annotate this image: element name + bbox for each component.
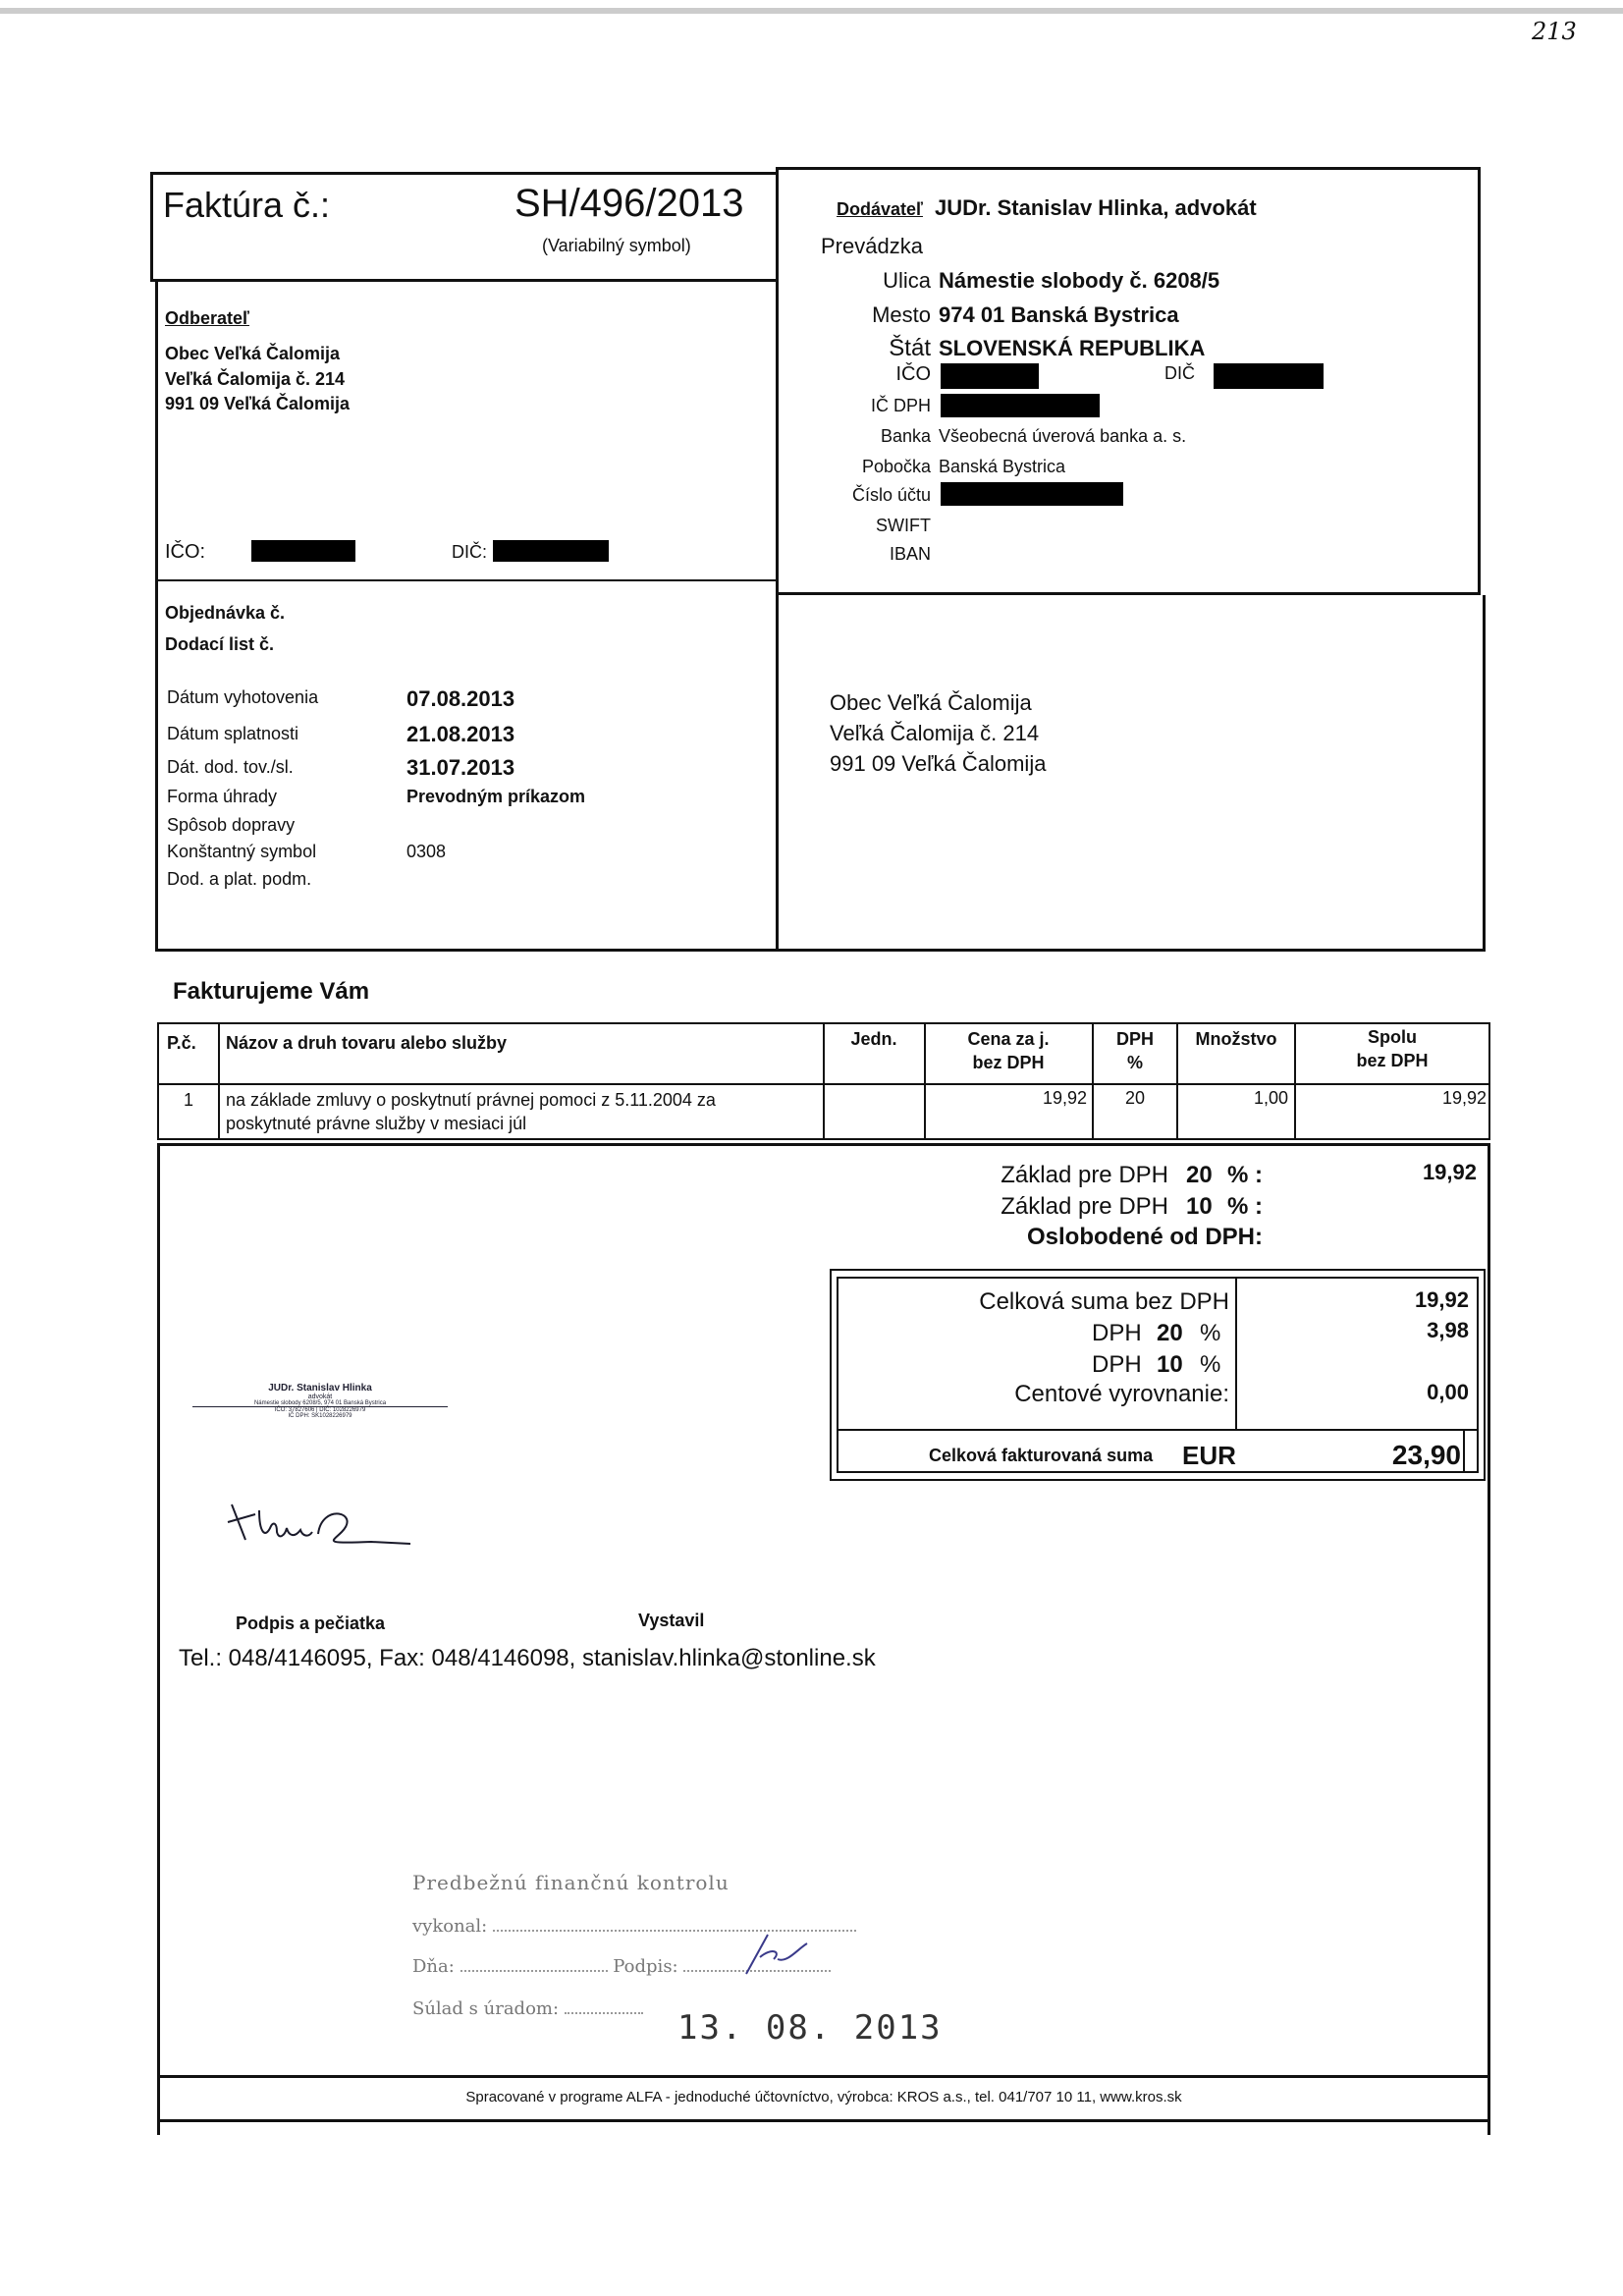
row-name-1: na základe zmluvy o poskytnutí právnej pomoci z 5.11.2004 za (226, 1090, 716, 1110)
control-line-1 (412, 1916, 923, 1937)
col-qty: Množstvo (1195, 1029, 1277, 1049)
vat20-value: 3,98 (1427, 1318, 1469, 1342)
vat10-pct: % (1200, 1351, 1221, 1378)
icdph-label: IČ DPH (870, 396, 931, 415)
control-dots-4 (565, 2012, 643, 2014)
control-office-label: Súlad s úradom: (412, 1998, 560, 2019)
currency: EUR (1182, 1441, 1236, 1470)
lower-left-frame (157, 1143, 160, 2135)
date-due-label: Dátum splatnosti (167, 724, 299, 743)
base20-value: 19,92 (1422, 1160, 1477, 1184)
right-frame (1483, 595, 1486, 949)
payment-form-label: Forma úhrady (167, 787, 278, 806)
redacted-supplier-ico (941, 363, 1039, 389)
constant-symbol-value: 0308 (406, 842, 447, 861)
base10-pct: % : (1227, 1193, 1263, 1220)
col-unit: Jedn. (850, 1029, 897, 1049)
variable-symbol-note: (Variabilný symbol) (542, 236, 691, 255)
redacted-icdph (941, 394, 1100, 417)
col-total-1: Spolu (1368, 1027, 1417, 1047)
bank-value: Všeobecná úverová banka a. s. (939, 426, 1187, 446)
col-vat-1: DPH (1115, 1029, 1154, 1049)
control-date-label: Dňa: (412, 1956, 455, 1977)
customer-line-3: 991 09 Veľká Čalomija (165, 394, 351, 413)
supplier-ico-label: IČO (895, 363, 931, 385)
left-frame (155, 282, 158, 950)
vat20-pct: % (1200, 1320, 1221, 1346)
redacted-account (941, 482, 1123, 506)
control-sign-label: Podpis: (613, 1956, 678, 1977)
col-price-2: bez DPH (972, 1053, 1045, 1072)
control-sign-mark (738, 1930, 817, 1979)
contact-line: Tel.: 048/4146095, Fax: 048/4146098, stanislav.hlinka@stonline.sk (179, 1645, 876, 1671)
row-name-2: poskytnuté právne služby v mesiaci júl (226, 1114, 527, 1133)
row-qty: 1,00 (1253, 1088, 1288, 1108)
lower-right-frame (1488, 1143, 1490, 2135)
supplier-dic-label: DIČ (1164, 363, 1195, 383)
supplier-label: Dodávateľ (837, 199, 923, 219)
customer-ico-label: IČO: (165, 541, 206, 563)
scan-edge (0, 8, 1623, 14)
vat10-label: DPH (1092, 1351, 1142, 1378)
date-issued-value: 07.08.2013 (406, 686, 515, 711)
street-value: Námestie slobody č. 6208/5 (939, 268, 1220, 293)
swift-label: SWIFT (876, 516, 931, 535)
prevadzka-label: Prevádzka (821, 234, 923, 258)
control-line-2 (412, 1956, 923, 1977)
constant-symbol-label: Konštantný symbol (167, 842, 317, 861)
date-delivery-label: Dát. dod. tov./sl. (167, 757, 294, 777)
base10-label: Základ pre DPH (1001, 1193, 1168, 1220)
base10-rate: 10 (1186, 1193, 1213, 1220)
invoice-heading: Fakturujeme Vám (173, 978, 370, 1005)
total-no-vat-label: Celková suma bez DPH (979, 1288, 1229, 1315)
control-dots-2 (460, 1970, 608, 1972)
issued-by-label: Vystavil (638, 1611, 705, 1630)
customer-label: Odberateľ (165, 308, 249, 328)
control-date-stamp: 13. 08. 2013 (677, 2008, 943, 2048)
vat10-rate: 10 (1157, 1351, 1183, 1378)
footer-top-line (157, 2075, 1490, 2078)
col-vat-2: % (1126, 1053, 1143, 1072)
delivery-address-2: Veľká Čalomija č. 214 (830, 721, 1040, 745)
stamp-line-2: advokát (307, 1394, 333, 1400)
total-no-vat-value: 19,92 (1414, 1287, 1469, 1312)
col-div-1 (218, 1022, 220, 1140)
row-price: 19,92 (1042, 1088, 1087, 1108)
corner-note: 213 (1532, 18, 1577, 45)
grand-divider (1463, 1429, 1465, 1473)
iban-label: IBAN (889, 544, 931, 564)
date-due-value: 21.08.2013 (406, 722, 515, 746)
terms-label: Dod. a plat. podm. (167, 869, 312, 889)
customer-line-2: Veľká Čalomija č. 214 (165, 369, 346, 389)
grand-total-value: 23,90 (1391, 1440, 1461, 1470)
bank-label: Banka (880, 426, 931, 446)
payment-form-value: Prevodným príkazom (406, 787, 586, 806)
col-price-1: Cena za j. (967, 1029, 1050, 1049)
footer-text: Spracované v programe ALFA - jednoduché účtovníctvo, výrobca: KROS a.s., tel. 041/707 10 11, www.kros.sk (465, 2089, 1182, 2105)
control-title: Predbežnú finančnú kontrolu (412, 1871, 730, 1894)
row-total: 19,92 (1441, 1088, 1487, 1108)
customer-line-1: Obec Veľká Čalomija (165, 344, 341, 363)
footer-bottom-line (157, 2119, 1490, 2122)
stamp-line-4: IČO: 37827606 | DIČ: 1028226979 (274, 1407, 366, 1413)
grand-total-label: Celková fakturovaná suma (929, 1446, 1154, 1465)
col-name: Názov a druh tovaru alebo služby (226, 1033, 508, 1053)
country-label: Štát (889, 335, 931, 361)
customer-dic-label: DIČ: (452, 542, 487, 562)
stamp-line-1: JUDr. Stanislav Hlinka (268, 1383, 372, 1394)
col-total-2: bez DPH (1356, 1051, 1429, 1070)
stamp-line-3: Námestie slobody 6208/5, 974 01 Banská Bystrica (192, 1400, 448, 1407)
control-performed-label: vykonal: (412, 1916, 488, 1937)
vat20-label: DPH (1092, 1320, 1142, 1346)
order-label: Objednávka č. (165, 603, 286, 623)
stamp-line-5: IČ DPH: SK1028226979 (288, 1413, 352, 1419)
country-value: SLOVENSKÁ REPUBLIKA (939, 336, 1206, 360)
account-label: Číslo účtu (851, 485, 931, 505)
base20-pct: % : (1227, 1162, 1263, 1188)
branch-value: Banská Bystrica (939, 457, 1066, 476)
city-value: 974 01 Banská Bystrica (939, 302, 1179, 327)
delivery-note-label: Dodací list č. (165, 634, 275, 654)
redacted-customer-dic (493, 540, 609, 562)
base20-label: Základ pre DPH (1001, 1162, 1168, 1188)
invoice-number: SH/496/2013 (514, 182, 744, 225)
row-pc: 1 (183, 1090, 193, 1110)
redacted-customer-ico (251, 540, 355, 562)
redacted-supplier-dic (1214, 363, 1324, 389)
control-stamp (412, 1871, 923, 2019)
city-label: Mesto (872, 302, 931, 327)
signature-scribble (224, 1493, 420, 1561)
delivery-address-3: 991 09 Veľká Čalomija (830, 751, 1047, 776)
summary-divider (1235, 1277, 1237, 1429)
invoice-title: Faktúra č.: (163, 185, 331, 225)
rounding-value: 0,00 (1427, 1380, 1469, 1404)
base20-rate: 20 (1186, 1162, 1213, 1188)
company-stamp (192, 1383, 448, 1419)
branch-label: Pobočka (861, 457, 931, 476)
col-pc: P.č. (167, 1033, 196, 1053)
delivery-address-1: Obec Veľká Čalomija (830, 690, 1032, 715)
exempt-label: Oslobodené od DPH: (1027, 1224, 1263, 1250)
below-table-line (157, 1143, 1490, 1146)
signature-label: Podpis a pečiatka (236, 1613, 386, 1633)
supplier-name: JUDr. Stanislav Hlinka, advokát (935, 195, 1257, 220)
street-label: Ulica (883, 268, 931, 293)
order-divider (155, 579, 779, 581)
row-vat: 20 (1124, 1088, 1146, 1108)
date-delivery-value: 31.07.2013 (406, 755, 515, 780)
rounding-label: Centové vyrovnanie: (1014, 1381, 1229, 1407)
transport-label: Spôsob dopravy (167, 815, 296, 835)
billing-top-line (155, 949, 1486, 952)
vat20-rate: 20 (1157, 1320, 1183, 1346)
date-issued-label: Dátum vyhotovenia (167, 687, 319, 707)
